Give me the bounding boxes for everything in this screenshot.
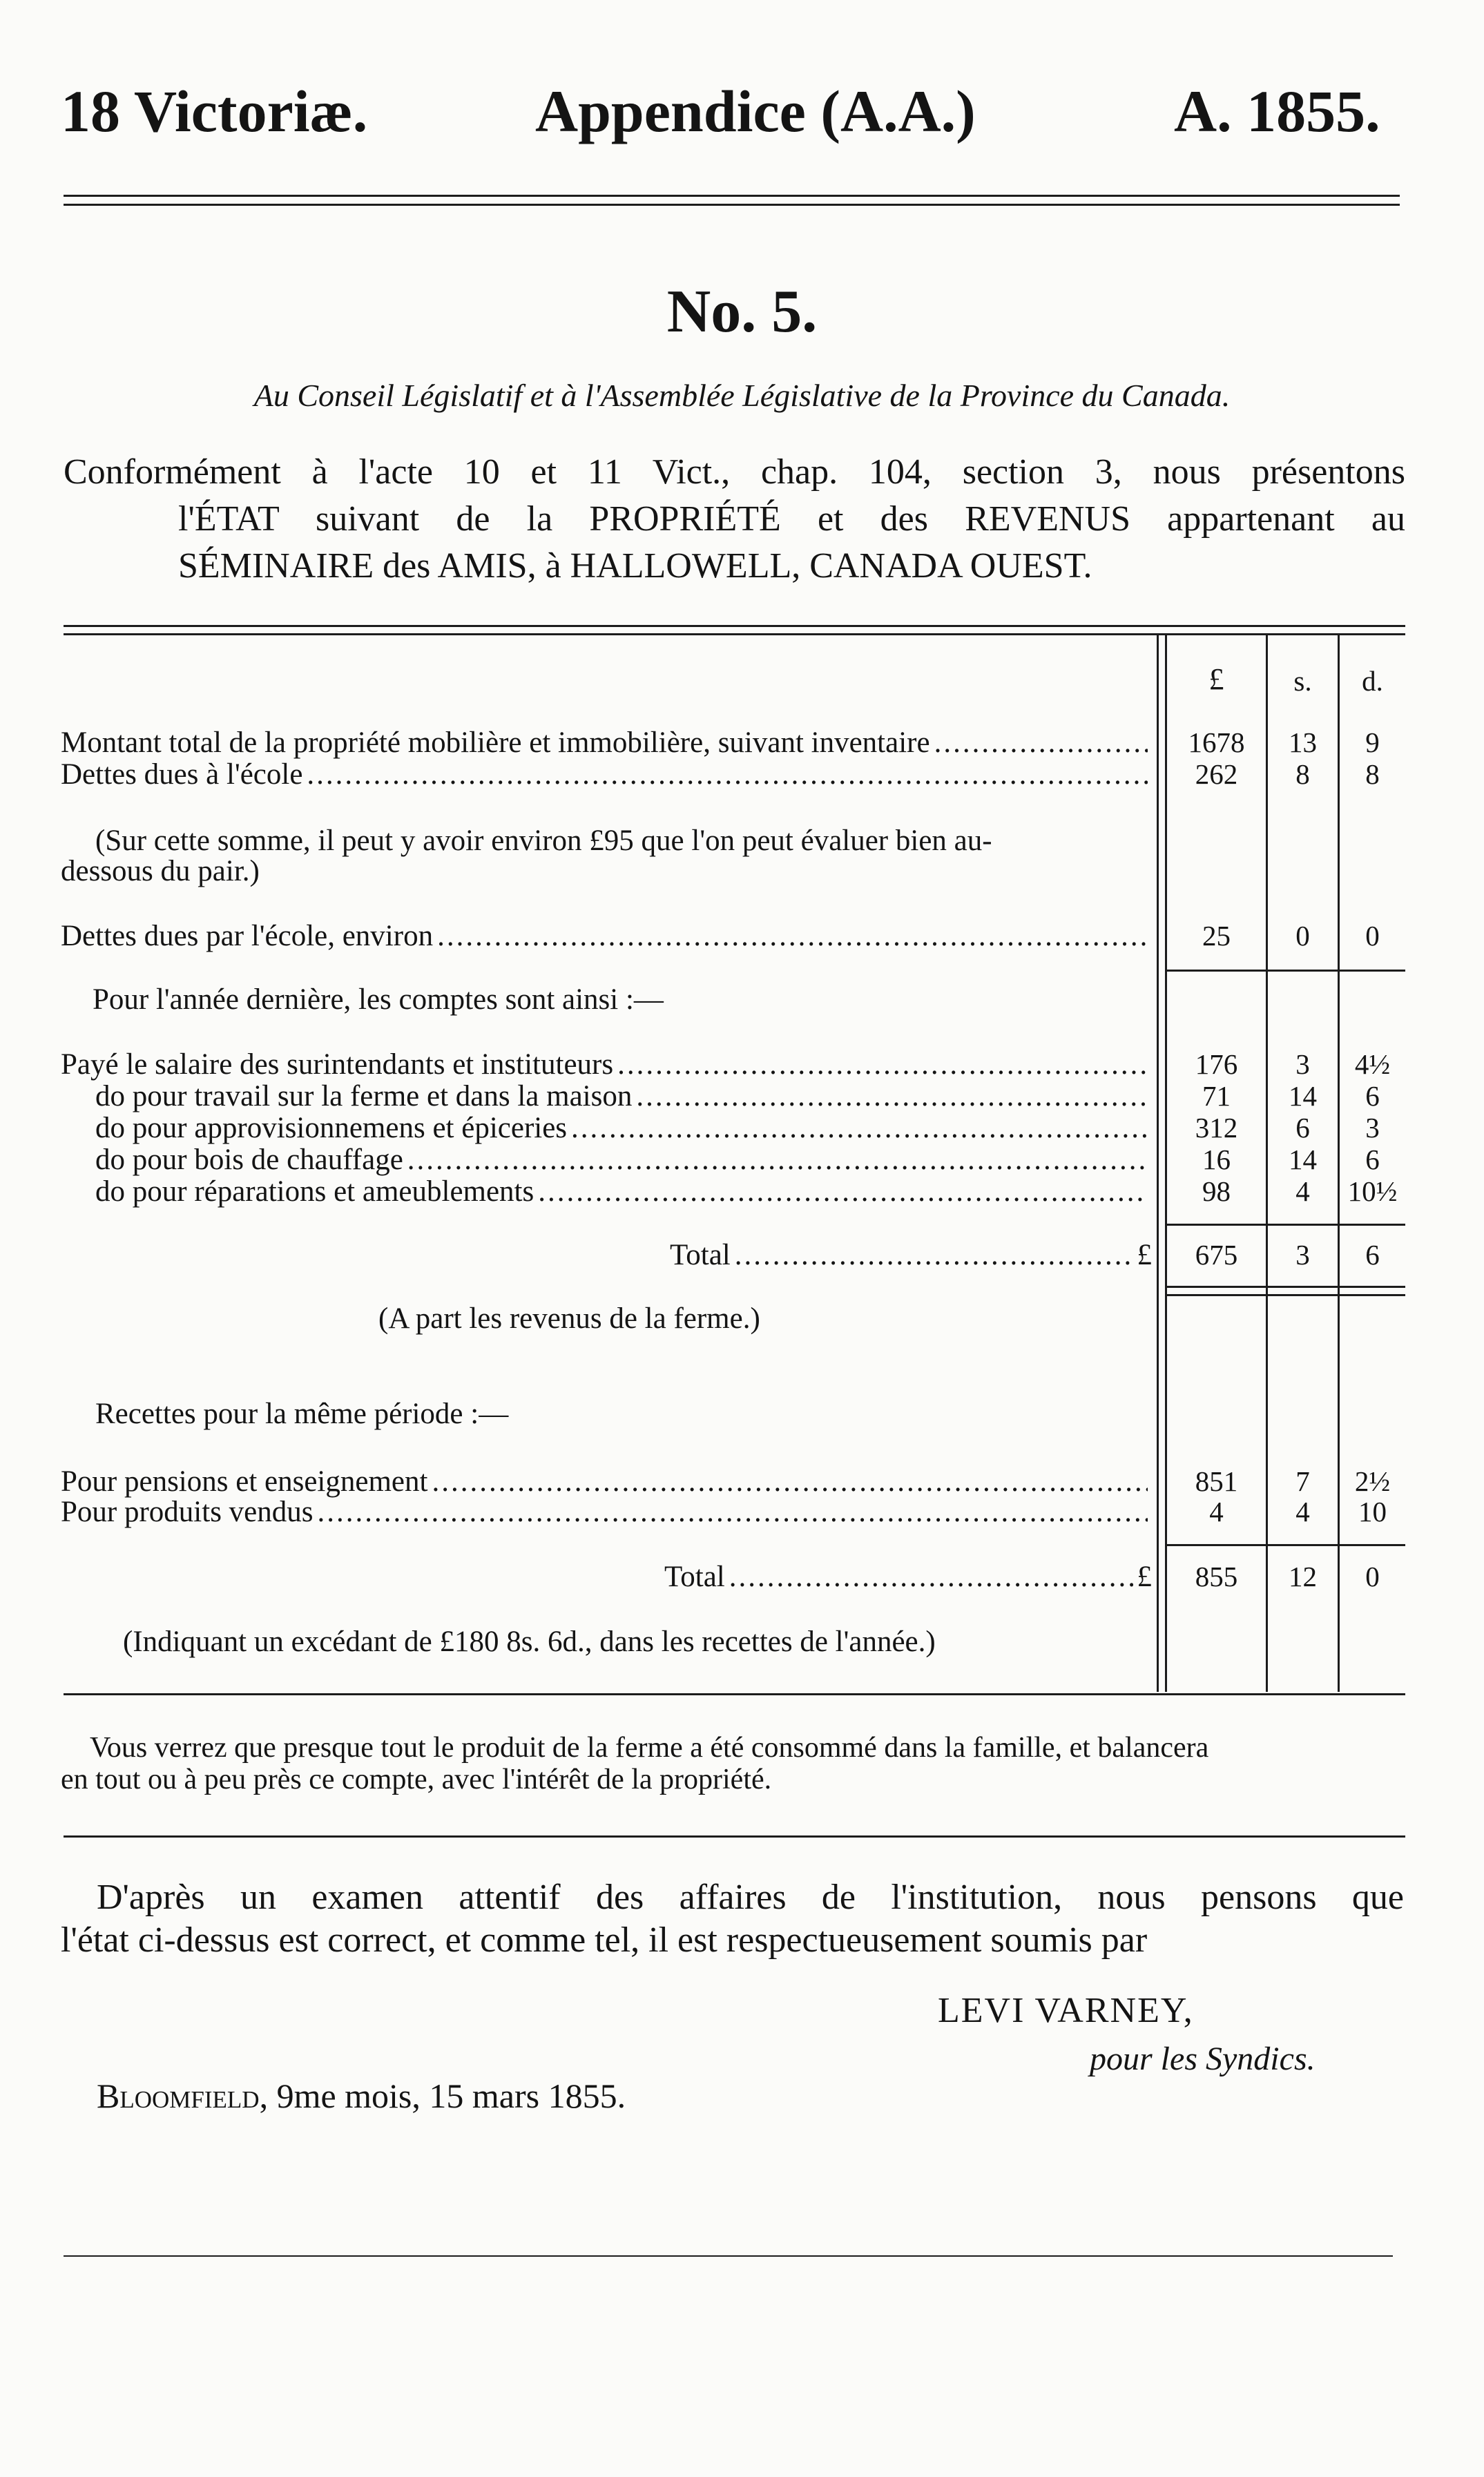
rule-under-total: [1167, 1294, 1405, 1296]
debts-note-line-2: dessous du pair.): [61, 855, 260, 887]
table-row: [61, 921, 1152, 951]
shillings-value: 4: [1295, 1496, 1310, 1527]
dot-leader: [307, 760, 1148, 789]
shillings-value: 3: [1295, 1048, 1310, 1080]
column-divider: [1157, 635, 1159, 1692]
header-center: Appendice (A.A.): [535, 78, 976, 144]
row-label: Dettes dues à l'école: [61, 758, 303, 791]
table-rule-top-2: [64, 633, 1405, 635]
row-label: Pour pensions et enseignement: [61, 1465, 428, 1498]
total-shillings: 12: [1289, 1561, 1317, 1592]
excess-note: (Indiquant un excédant de £180 8s. 6d., dans les recettes de l'année.): [123, 1626, 936, 1658]
pounds-value: 98: [1202, 1175, 1231, 1207]
pence-value: 0: [1365, 920, 1380, 952]
dot-leader: [318, 1497, 1148, 1527]
pounds-value: 176: [1195, 1048, 1238, 1080]
total-label: Total: [664, 1561, 725, 1593]
row-label: do pour bois de chauffage: [95, 1144, 403, 1176]
farm-note: (A part les revenus de la ferme.): [378, 1302, 760, 1335]
rule-above-total: [1167, 1544, 1405, 1546]
remark-line-1: Vous verrez que presque tout le produit de la ferme a été consommé dans la famille, et balancera: [90, 1732, 1209, 1764]
total-label: Total: [670, 1239, 731, 1271]
total-pence: 0: [1365, 1561, 1380, 1592]
debts-note-line-1: (Sur cette somme, il peut y avoir environ £95 que l'on peut évaluer bien au-: [95, 825, 992, 857]
total-pounds: 855: [1195, 1561, 1238, 1592]
dateline-date: , 9me mois, 15 mars 1855.: [259, 2076, 626, 2115]
shillings-value: 4: [1295, 1175, 1310, 1207]
shillings-value: 0: [1295, 920, 1310, 952]
dot-leader: [735, 1240, 1133, 1270]
shillings-value: 14: [1289, 1144, 1317, 1175]
table-row: [61, 728, 1152, 758]
remark-line-2: en tout ou à peu près ce compte, avec l'intérêt de la propriété.: [61, 1764, 772, 1795]
total-shillings: 3: [1295, 1239, 1310, 1271]
dot-leader: [437, 921, 1148, 951]
dateline-place: Bloomfield: [97, 2076, 260, 2115]
row-label: Montant total de la propriété mobilière et immobilière, suivant inventaire: [61, 726, 930, 759]
table-row: [61, 1497, 1152, 1527]
closing-line-1: D'après un examen attentif des affaires de l'institution, nous pensons que: [97, 1878, 1404, 1917]
row-label: do pour réparations et ameublements: [95, 1175, 534, 1208]
header-rule-bottom: [64, 204, 1400, 206]
pence-value: 3: [1365, 1112, 1380, 1144]
table-row: [95, 1177, 1152, 1206]
pounds-value: 4: [1209, 1496, 1224, 1527]
row-label: Payé le salaire des surintendants et instituteurs: [61, 1048, 614, 1081]
dateline: [97, 2076, 626, 2115]
pounds-value: 16: [1202, 1144, 1231, 1175]
table-row: [61, 760, 1152, 789]
address-line: Au Conseil Législatif et à l'Assemblée Législative de la Province du Canada.: [253, 378, 1231, 413]
pence-value: 10: [1358, 1496, 1387, 1527]
remark-rule: [64, 1835, 1405, 1838]
pence-value: 2½: [1354, 1465, 1391, 1497]
header-right: A. 1855.: [1174, 78, 1380, 144]
header-left: 18 Victoriæ.: [61, 78, 368, 144]
dot-leader: [934, 728, 1148, 758]
pence-value: 6: [1365, 1080, 1380, 1112]
pounds-value: 25: [1202, 920, 1231, 952]
doc-number: No. 5.: [666, 278, 818, 345]
signature-name: LEVI VARNEY,: [938, 1991, 1194, 2030]
pence-value: 4½: [1354, 1048, 1391, 1080]
total-currency: £: [1137, 1561, 1152, 1593]
pounds-value: 312: [1195, 1112, 1238, 1144]
table-row: [95, 1145, 1152, 1175]
dot-leader: [407, 1145, 1148, 1175]
dot-leader: [636, 1081, 1148, 1111]
header-rule-top: [64, 195, 1400, 197]
rule-under-debts: [1167, 970, 1405, 972]
column-header-pence: d.: [1362, 665, 1383, 697]
pounds-value: 262: [1195, 758, 1238, 790]
shillings-value: 8: [1295, 758, 1310, 790]
dot-leader: [729, 1562, 1133, 1592]
row-label: do pour approvisionnemens et épiceries: [95, 1112, 568, 1144]
column-header-pounds: £: [1208, 662, 1224, 696]
dot-leader: [617, 1050, 1148, 1079]
dot-leader: [571, 1113, 1148, 1143]
pence-value: 6: [1365, 1144, 1380, 1175]
shillings-value: 14: [1289, 1080, 1317, 1112]
column-header-shillings: s.: [1293, 665, 1312, 697]
row-label: Dettes dues par l'école, environ: [61, 920, 434, 952]
closing-line-2: l'état ci-dessus est correct, et comme tel, il est respectueusement soumis par: [61, 1920, 1148, 1960]
pounds-value: 851: [1195, 1465, 1238, 1497]
signature-role: pour les Syndics.: [1090, 2041, 1316, 2077]
footer-rule: [64, 2255, 1393, 2257]
pence-value: 10½: [1347, 1175, 1398, 1207]
table-rule-top: [64, 625, 1405, 627]
row-label: Pour produits vendus: [61, 1496, 314, 1528]
rule-under-total: [1167, 1286, 1405, 1288]
table-rule-bottom: [64, 1693, 1405, 1695]
table-row: [61, 1050, 1152, 1079]
intro-line-2: l'ÉTAT suivant de la PROPRIÉTÉ et des REVENUS appartenant au: [178, 499, 1405, 539]
table-row: [95, 1113, 1152, 1143]
total-row: [664, 1562, 1152, 1592]
intro-line-1: Conformément à l'acte 10 et 11 Vict., chap. 104, section 3, nous présentons: [64, 452, 1405, 492]
pence-value: 8: [1365, 758, 1380, 790]
rule-above-total: [1167, 1224, 1405, 1226]
shillings-value: 13: [1289, 726, 1317, 758]
shillings-value: 7: [1295, 1465, 1310, 1497]
row-label: do pour travail sur la ferme et dans la maison: [95, 1080, 633, 1112]
dot-leader: [538, 1177, 1148, 1206]
shillings-value: 6: [1295, 1112, 1310, 1144]
intro-line-3: SÉMINAIRE des AMIS, à HALLOWELL, CANADA OUEST.: [178, 546, 1092, 586]
dot-leader: [432, 1467, 1148, 1496]
total-pounds: 675: [1195, 1239, 1238, 1271]
accounts-heading: Pour l'année dernière, les comptes sont ainsi :—: [93, 983, 664, 1016]
table-row: [61, 1467, 1152, 1496]
total-currency: £: [1137, 1239, 1152, 1271]
pounds-value: 1678: [1188, 726, 1245, 758]
pence-value: 9: [1365, 726, 1380, 758]
total-pence: 6: [1365, 1239, 1380, 1271]
total-row: [670, 1240, 1152, 1270]
table-row: [95, 1081, 1152, 1111]
receipts-heading: Recettes pour la même période :—: [95, 1398, 509, 1430]
pounds-value: 71: [1202, 1080, 1231, 1112]
